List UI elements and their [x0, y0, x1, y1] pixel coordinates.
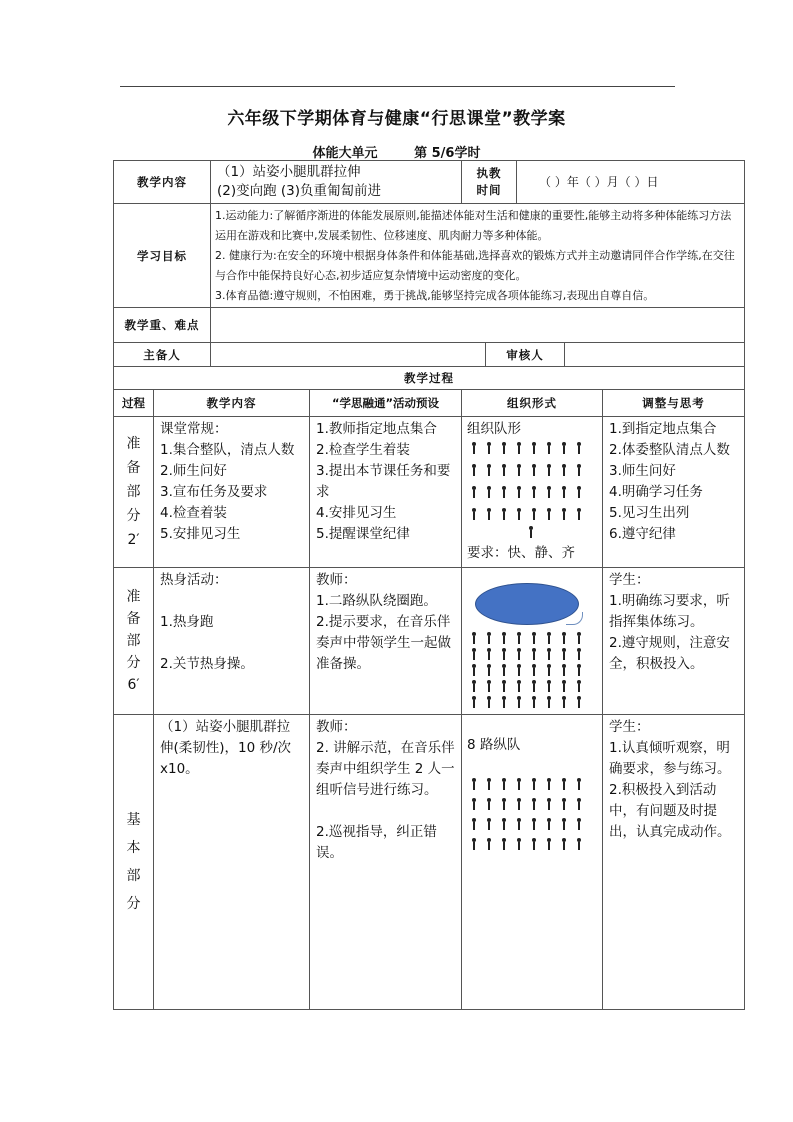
lesson-number: 第 5/6学时	[414, 146, 481, 161]
content-cell: 课堂常规： 1.集合整队，清点人数 2.师生问好 3.宣布任务及要求 4.检查着装 5.安排见习生	[153, 416, 310, 568]
keypoints-value	[210, 307, 745, 343]
content-value: （1）站姿小腿肌群拉伸 (2)变向跑 (3)负重匍匐前进	[210, 160, 462, 204]
student-figure	[531, 818, 537, 830]
student-figure	[576, 818, 582, 830]
student-figure	[471, 818, 477, 830]
student-figure	[576, 632, 582, 644]
column-header: 组织形式	[461, 389, 603, 417]
student-figure	[501, 664, 507, 676]
student-figure	[531, 648, 537, 660]
student-figure	[576, 838, 582, 850]
student-figure	[471, 680, 477, 692]
student-figure	[486, 486, 492, 498]
student-figure	[561, 508, 567, 520]
student-figure	[516, 632, 522, 644]
unit-name: 体能大单元	[312, 146, 378, 161]
preparer-label: 主备人	[113, 342, 211, 367]
activity-cell: 教师： 2. 讲解示范，在音乐伴奏声中组织学生 2 人一组听信号进行练习。 2.巡视指导，纠正错误。	[309, 714, 462, 1010]
student-figure	[546, 664, 552, 676]
student-figure	[501, 464, 507, 476]
column-header: 教学内容	[153, 389, 310, 417]
student-figure	[531, 664, 537, 676]
student-figure	[486, 696, 492, 708]
student-figure	[501, 442, 507, 454]
student-figure	[501, 818, 507, 830]
student-figure	[546, 486, 552, 498]
goal-item: 3.体育品德:遵守规则，不怕困难，勇于挑战,能够坚持完成各项体能练习,表现出自尊自信。	[215, 289, 655, 302]
teacher-figure	[528, 526, 534, 538]
student-figure	[486, 442, 492, 454]
student-figure	[486, 648, 492, 660]
student-figure	[546, 838, 552, 850]
student-figure	[501, 648, 507, 660]
top-rule	[120, 86, 675, 87]
student-figure	[546, 680, 552, 692]
student-figure	[516, 442, 522, 454]
running-track-oval	[475, 583, 579, 625]
content-cell: 热身活动： 1.热身跑 2.关节热身操。	[153, 567, 310, 715]
student-figure	[531, 838, 537, 850]
goal-item: 1.运动能力:了解循序渐进的体能发展原则,能描述体能对生活和健康的重要性,能够主动将多种体能练习方法运用在游戏和比赛中,发展柔韧性、位移速度、肌肉耐力等多种体能。	[215, 209, 732, 242]
student-figure	[576, 778, 582, 790]
keypoints-label: 教学重、难点	[113, 307, 211, 343]
time-value: （ ）年（ ）月（ ）日	[516, 160, 745, 204]
content-label: 教学内容	[113, 160, 211, 204]
student-figure	[546, 798, 552, 810]
student-figure	[546, 778, 552, 790]
student-figure	[546, 508, 552, 520]
student-figure	[486, 818, 492, 830]
student-figure	[471, 632, 477, 644]
student-figure	[486, 664, 492, 676]
column-header: “学思融通”活动预设	[309, 389, 462, 417]
student-figure	[486, 778, 492, 790]
student-figure	[576, 442, 582, 454]
stage-label: 准 备 部 分 6′	[113, 567, 154, 715]
student-figure	[471, 464, 477, 476]
student-figure	[561, 486, 567, 498]
student-figure	[531, 464, 537, 476]
student-figure	[501, 696, 507, 708]
student-figure	[561, 632, 567, 644]
student-figure	[471, 508, 477, 520]
student-figure	[546, 442, 552, 454]
column-header: 调整与思考	[602, 389, 745, 417]
student-figure	[531, 696, 537, 708]
student-figure	[516, 648, 522, 660]
student-figure	[561, 696, 567, 708]
student-figure	[516, 696, 522, 708]
student-figure	[516, 508, 522, 520]
student-figure	[486, 632, 492, 644]
student-figure	[546, 648, 552, 660]
student-figure	[516, 838, 522, 850]
student-figure	[531, 632, 537, 644]
student-figure	[501, 632, 507, 644]
reflection-cell: 1.到指定地点集合 2.体委整队清点人数 3.师生问好 4.明确学习任务 5.见习生出列 6.遵守纪律	[602, 416, 745, 568]
student-figure	[561, 680, 567, 692]
student-figure	[486, 680, 492, 692]
student-figure	[471, 664, 477, 676]
student-figure	[471, 486, 477, 498]
student-figure	[516, 680, 522, 692]
stage-label: 准 备 部 分 2′	[113, 416, 154, 568]
reflection-cell: 学生： 1.明确练习要求，听指挥集体练习。 2.遵守规则，注意安全，积极投入。	[602, 567, 745, 715]
student-figure	[471, 442, 477, 454]
process-section-label: 教学过程	[113, 366, 745, 390]
student-figure	[561, 464, 567, 476]
student-figure	[501, 838, 507, 850]
student-figure	[501, 778, 507, 790]
goal-item: 2. 健康行为:在安全的环境中根据身体条件和体能基础,选择喜欢的锻炼方式并主动邀请同伴合作学练,在交往与合作中能保持良好心态,初步适应复杂情境中运动密度的变化。	[215, 249, 735, 282]
student-figure	[471, 648, 477, 660]
student-figure	[576, 508, 582, 520]
student-figure	[561, 648, 567, 660]
formation-label: 组织队形	[467, 421, 521, 437]
student-figure	[546, 696, 552, 708]
student-figure	[576, 696, 582, 708]
goals-value	[210, 203, 745, 308]
student-figure	[531, 798, 537, 810]
student-figure	[516, 818, 522, 830]
content-cell: （1）站姿小腿肌群拉伸(柔韧性)，10 秒/次x10。	[153, 714, 310, 1010]
student-figure	[561, 818, 567, 830]
student-figure	[471, 838, 477, 850]
student-figure	[531, 778, 537, 790]
student-figure	[561, 442, 567, 454]
student-figure	[546, 464, 552, 476]
activity-cell: 教师： 1.二路纵队绕圈跑。 2.提示要求，在音乐伴奏声中带领学生一起做准备操。	[309, 567, 462, 715]
student-figure	[576, 648, 582, 660]
page-title: 六年级下学期体育与健康“行思课堂”教学案	[227, 109, 566, 129]
student-figure	[501, 486, 507, 498]
activity-cell: 1.教师指定地点集合 2.检查学生着装 3.提出本节课任务和要求 4.安排见习生 5.提醒课堂纪律	[309, 416, 462, 568]
student-figure	[501, 680, 507, 692]
organization-cell	[461, 714, 603, 1010]
student-figure	[576, 664, 582, 676]
student-figure	[486, 798, 492, 810]
student-figure	[531, 680, 537, 692]
student-figure	[576, 680, 582, 692]
student-figure	[561, 664, 567, 676]
student-figure	[531, 508, 537, 520]
student-figure	[561, 778, 567, 790]
student-figure	[531, 442, 537, 454]
page-subtitle	[0, 142, 793, 161]
time-label: 执教 时间	[461, 160, 517, 204]
student-figure	[471, 696, 477, 708]
student-figure	[471, 778, 477, 790]
student-figure	[516, 778, 522, 790]
student-figure	[576, 464, 582, 476]
student-figure	[486, 464, 492, 476]
formation-note: 要求：快、静、齐	[467, 545, 575, 561]
reviewer-value	[564, 342, 745, 367]
stage-label: 基 本 部 分	[113, 714, 154, 1010]
student-figure	[576, 798, 582, 810]
student-figure	[546, 818, 552, 830]
reviewer-label: 审核人	[485, 342, 565, 367]
student-figure	[486, 838, 492, 850]
student-figure	[471, 798, 477, 810]
student-figure	[516, 486, 522, 498]
student-figure	[516, 664, 522, 676]
student-figure	[561, 838, 567, 850]
student-figure	[486, 508, 492, 520]
formation-label: 8 路纵队	[467, 737, 521, 753]
student-figure	[501, 798, 507, 810]
goals-label: 学习目标	[113, 203, 211, 308]
preparer-value	[210, 342, 486, 367]
student-figure	[516, 464, 522, 476]
student-figure	[501, 508, 507, 520]
reflection-cell: 学生： 1.认真倾听观察，明确要求，参与练习。 2.积极投入到活动中，有问题及时提出，认真完成动作。	[602, 714, 745, 1010]
student-figure	[546, 632, 552, 644]
student-figure	[576, 486, 582, 498]
student-figure	[531, 486, 537, 498]
student-figure	[561, 798, 567, 810]
student-figure	[516, 798, 522, 810]
column-header: 过程	[113, 389, 154, 417]
